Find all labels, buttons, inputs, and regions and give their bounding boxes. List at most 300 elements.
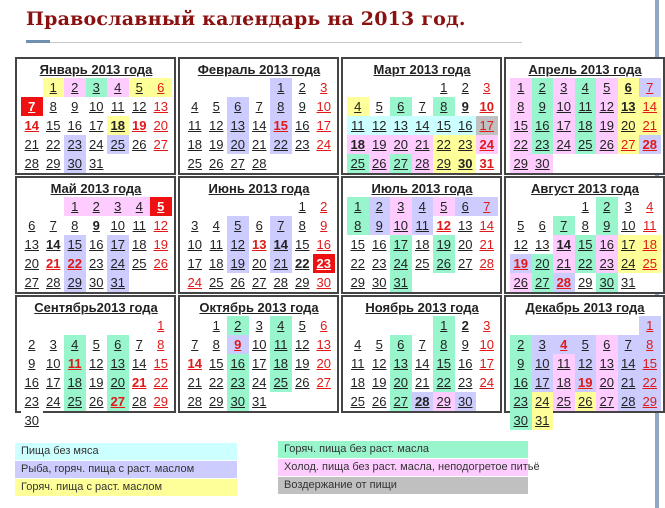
day-cell[interactable]: 27 (618, 135, 640, 154)
day-cell[interactable]: 26 (86, 392, 108, 411)
day-cell[interactable]: 20 (455, 235, 477, 254)
day-cell[interactable]: 23 (455, 373, 477, 392)
day-cell[interactable]: 7 (184, 335, 206, 354)
day-cell[interactable]: 1 (347, 197, 369, 216)
month-title[interactable]: Апрель 2013 года (528, 62, 642, 77)
day-cell[interactable]: 12 (227, 235, 249, 254)
day-cell[interactable]: 23 (455, 135, 477, 154)
day-cell[interactable]: 20 (150, 116, 172, 135)
day-cell[interactable]: 13 (390, 354, 412, 373)
day-cell[interactable]: 5 (510, 216, 532, 235)
day-cell[interactable]: 1 (639, 316, 661, 335)
day-cell[interactable]: 3 (43, 335, 65, 354)
day-cell[interactable]: 1 (575, 197, 597, 216)
day-cell[interactable]: 20 (390, 135, 412, 154)
day-cell[interactable]: 17 (184, 254, 206, 273)
day-cell[interactable]: 30 (64, 154, 86, 173)
day-cell[interactable]: 25 (553, 392, 575, 411)
day-cell[interactable]: 15 (510, 116, 532, 135)
day-cell[interactable]: 4 (553, 335, 575, 354)
day-cell[interactable]: 26 (369, 154, 391, 173)
day-cell[interactable]: 15 (150, 354, 172, 373)
day-cell[interactable]: 2 (21, 335, 43, 354)
day-cell[interactable]: 27 (532, 273, 554, 292)
day-cell[interactable]: 1 (292, 197, 314, 216)
day-cell[interactable]: 7 (553, 216, 575, 235)
day-cell[interactable]: 24 (618, 254, 640, 273)
day-cell[interactable]: 30 (227, 392, 249, 411)
day-cell[interactable]: 22 (510, 135, 532, 154)
day-cell[interactable]: 15 (270, 116, 292, 135)
month-title[interactable]: Март 2013 года (373, 62, 471, 77)
day-cell[interactable]: 20 (618, 116, 640, 135)
day-cell[interactable]: 9 (510, 354, 532, 373)
month-title[interactable]: Февраль 2013 года (197, 62, 321, 77)
day-cell[interactable]: 6 (150, 78, 172, 97)
day-cell[interactable]: 12 (510, 235, 532, 254)
day-cell[interactable]: 7 (476, 197, 498, 216)
day-cell[interactable]: 17 (476, 116, 498, 135)
day-cell[interactable]: 4 (206, 216, 228, 235)
day-cell[interactable]: 19 (227, 254, 249, 273)
day-cell[interactable]: 29 (43, 154, 65, 173)
day-cell[interactable]: 16 (596, 235, 618, 254)
day-cell[interactable]: 24 (107, 254, 129, 273)
day-cell[interactable]: 1 (433, 78, 455, 97)
day-cell[interactable]: 21 (249, 135, 271, 154)
day-cell[interactable]: 10 (107, 216, 129, 235)
day-cell[interactable]: 21 (476, 235, 498, 254)
day-cell[interactable]: 11 (270, 335, 292, 354)
day-cell[interactable]: 17 (553, 116, 575, 135)
day-cell[interactable]: 16 (510, 373, 532, 392)
day-cell[interactable]: 22 (347, 254, 369, 273)
day-cell[interactable]: 4 (412, 197, 434, 216)
day-cell[interactable]: 27 (150, 135, 172, 154)
day-cell[interactable]: 25 (347, 392, 369, 411)
day-cell[interactable]: 28 (476, 254, 498, 273)
day-cell[interactable]: 6 (21, 216, 43, 235)
day-cell[interactable]: 21 (412, 135, 434, 154)
day-cell[interactable]: 9 (64, 97, 86, 116)
day-cell[interactable]: 6 (227, 97, 249, 116)
day-cell[interactable]: 17 (390, 235, 412, 254)
day-cell[interactable]: 18 (184, 135, 206, 154)
day-cell[interactable]: 16 (64, 116, 86, 135)
day-cell[interactable]: 1 (433, 316, 455, 335)
day-cell[interactable]: 12 (433, 216, 455, 235)
day-cell[interactable]: 11 (553, 354, 575, 373)
month-title[interactable]: Сентябрь2013 года (34, 300, 158, 315)
day-cell[interactable]: 25 (575, 135, 597, 154)
day-cell[interactable]: 13 (21, 235, 43, 254)
day-cell[interactable]: 10 (390, 216, 412, 235)
day-cell[interactable]: 28 (249, 154, 271, 173)
day-cell[interactable]: 31 (107, 273, 129, 292)
day-cell[interactable]: 9 (292, 97, 314, 116)
day-cell[interactable]: 29 (639, 392, 661, 411)
day-cell[interactable]: 11 (639, 216, 661, 235)
day-cell[interactable]: 22 (64, 254, 86, 273)
day-cell[interactable]: 4 (129, 197, 151, 216)
day-cell[interactable]: 28 (618, 392, 640, 411)
day-cell[interactable]: 1 (206, 316, 228, 335)
day-cell[interactable]: 24 (390, 254, 412, 273)
day-cell[interactable]: 4 (184, 97, 206, 116)
day-cell[interactable]: 16 (86, 235, 108, 254)
day-cell[interactable]: 6 (596, 335, 618, 354)
day-cell[interactable]: 6 (390, 335, 412, 354)
day-cell[interactable]: 11 (184, 116, 206, 135)
day-cell[interactable]: 18 (575, 116, 597, 135)
day-cell[interactable]: 19 (206, 135, 228, 154)
day-cell[interactable]: 8 (292, 216, 314, 235)
day-cell[interactable]: 30 (455, 392, 477, 411)
day-cell[interactable]: 3 (553, 78, 575, 97)
day-cell[interactable]: 25 (639, 254, 661, 273)
day-cell[interactable]: 18 (129, 235, 151, 254)
day-cell[interactable]: 15 (433, 116, 455, 135)
month-title[interactable]: Июнь 2013 года (208, 181, 310, 196)
day-cell[interactable]: 19 (150, 235, 172, 254)
day-cell[interactable]: 11 (64, 354, 86, 373)
day-cell[interactable]: 27 (596, 392, 618, 411)
day-cell[interactable]: 8 (575, 216, 597, 235)
day-cell[interactable]: 17 (249, 354, 271, 373)
day-cell[interactable]: 28 (412, 154, 434, 173)
day-cell[interactable]: 27 (249, 273, 271, 292)
day-cell[interactable]: 26 (510, 273, 532, 292)
day-cell[interactable]: 13 (249, 235, 271, 254)
day-cell[interactable]: 2 (510, 335, 532, 354)
day-cell[interactable]: 11 (412, 216, 434, 235)
day-cell[interactable]: 25 (270, 373, 292, 392)
day-cell[interactable]: 28 (270, 273, 292, 292)
month-title[interactable]: Декабрь 2013 года (525, 300, 645, 315)
day-cell[interactable]: 18 (107, 116, 129, 135)
day-cell[interactable]: 29 (347, 273, 369, 292)
month-title[interactable]: Июль 2013 года (371, 181, 473, 196)
day-cell[interactable]: 17 (107, 235, 129, 254)
day-cell[interactable]: 10 (476, 97, 498, 116)
day-cell[interactable]: 5 (227, 216, 249, 235)
month-title[interactable]: Май 2013 года (50, 181, 142, 196)
day-cell[interactable]: 17 (86, 116, 108, 135)
day-cell[interactable]: 10 (553, 97, 575, 116)
day-cell[interactable]: 4 (639, 197, 661, 216)
day-cell[interactable]: 13 (107, 354, 129, 373)
day-cell[interactable]: 20 (532, 254, 554, 273)
day-cell[interactable]: 4 (270, 316, 292, 335)
day-cell[interactable]: 4 (64, 335, 86, 354)
day-cell[interactable]: 2 (313, 197, 335, 216)
day-cell[interactable]: 7 (412, 97, 434, 116)
day-cell[interactable]: 29 (510, 154, 532, 173)
day-cell[interactable]: 10 (476, 335, 498, 354)
day-cell[interactable]: 8 (433, 335, 455, 354)
day-cell[interactable]: 18 (639, 235, 661, 254)
day-cell[interactable]: 28 (43, 273, 65, 292)
day-cell[interactable]: 26 (575, 392, 597, 411)
day-cell[interactable]: 5 (292, 316, 314, 335)
day-cell[interactable]: 30 (86, 273, 108, 292)
day-cell[interactable]: 16 (21, 373, 43, 392)
day-cell[interactable]: 2 (532, 78, 554, 97)
day-cell[interactable]: 7 (43, 216, 65, 235)
day-cell[interactable]: 31 (618, 273, 640, 292)
day-cell[interactable]: 9 (532, 97, 554, 116)
day-cell[interactable]: 8 (270, 97, 292, 116)
day-cell[interactable]: 24 (532, 392, 554, 411)
day-cell[interactable]: 12 (292, 335, 314, 354)
day-cell[interactable]: 14 (618, 354, 640, 373)
day-cell[interactable]: 4 (347, 335, 369, 354)
day-cell[interactable]: 1 (270, 78, 292, 97)
day-cell[interactable]: 22 (150, 373, 172, 392)
day-cell[interactable]: 11 (347, 354, 369, 373)
day-cell[interactable]: 16 (313, 235, 335, 254)
day-cell[interactable]: 8 (510, 97, 532, 116)
day-cell[interactable]: 3 (618, 197, 640, 216)
day-cell[interactable]: 29 (292, 273, 314, 292)
day-cell[interactable]: 13 (455, 216, 477, 235)
day-cell[interactable]: 14 (129, 354, 151, 373)
day-cell[interactable]: 3 (86, 78, 108, 97)
day-cell[interactable]: 17 (618, 235, 640, 254)
day-cell[interactable]: 27 (21, 273, 43, 292)
day-cell[interactable]: 19 (575, 373, 597, 392)
day-cell[interactable]: 30 (532, 154, 554, 173)
day-cell[interactable]: 6 (107, 335, 129, 354)
day-cell[interactable]: 8 (433, 97, 455, 116)
day-cell[interactable]: 25 (64, 392, 86, 411)
day-cell[interactable]: 14 (476, 216, 498, 235)
day-cell[interactable]: 15 (292, 235, 314, 254)
day-cell[interactable]: 10 (86, 97, 108, 116)
day-cell[interactable]: 31 (532, 411, 554, 430)
day-cell[interactable]: 18 (553, 373, 575, 392)
day-cell[interactable]: 2 (227, 316, 249, 335)
day-cell[interactable]: 16 (292, 116, 314, 135)
day-cell[interactable]: 24 (249, 373, 271, 392)
day-cell[interactable]: 22 (270, 135, 292, 154)
day-cell[interactable]: 23 (510, 392, 532, 411)
day-cell[interactable]: 13 (618, 97, 640, 116)
day-cell[interactable]: 12 (150, 216, 172, 235)
day-cell[interactable]: 13 (596, 354, 618, 373)
day-cell[interactable]: 20 (107, 373, 129, 392)
day-cell[interactable]: 25 (107, 135, 129, 154)
day-cell[interactable]: 21 (21, 135, 43, 154)
day-cell[interactable]: 14 (270, 235, 292, 254)
day-cell[interactable]: 11 (206, 235, 228, 254)
day-cell[interactable]: 12 (369, 116, 391, 135)
day-cell[interactable]: 6 (618, 78, 640, 97)
day-cell[interactable]: 15 (639, 354, 661, 373)
day-cell[interactable]: 16 (532, 116, 554, 135)
day-cell[interactable]: 23 (313, 254, 335, 273)
day-cell[interactable]: 20 (596, 373, 618, 392)
day-cell[interactable]: 26 (292, 373, 314, 392)
day-cell[interactable]: 2 (292, 78, 314, 97)
day-cell[interactable]: 13 (313, 335, 335, 354)
day-cell[interactable]: 21 (184, 373, 206, 392)
day-cell[interactable]: 6 (532, 216, 554, 235)
day-cell[interactable]: 31 (476, 154, 498, 173)
day-cell[interactable]: 28 (412, 392, 434, 411)
day-cell[interactable]: 18 (412, 235, 434, 254)
day-cell[interactable]: 24 (553, 135, 575, 154)
day-cell[interactable]: 5 (150, 197, 172, 216)
day-cell[interactable]: 13 (532, 235, 554, 254)
day-cell[interactable]: 30 (21, 411, 43, 430)
day-cell[interactable]: 5 (369, 97, 391, 116)
day-cell[interactable]: 5 (369, 335, 391, 354)
day-cell[interactable]: 21 (43, 254, 65, 273)
day-cell[interactable]: 7 (618, 335, 640, 354)
day-cell[interactable]: 30 (369, 273, 391, 292)
day-cell[interactable]: 7 (129, 335, 151, 354)
day-cell[interactable]: 26 (369, 392, 391, 411)
day-cell[interactable]: 2 (369, 197, 391, 216)
day-cell[interactable]: 15 (347, 235, 369, 254)
day-cell[interactable]: 13 (227, 116, 249, 135)
day-cell[interactable]: 5 (129, 78, 151, 97)
day-cell[interactable]: 5 (433, 197, 455, 216)
day-cell[interactable]: 19 (433, 235, 455, 254)
day-cell[interactable]: 28 (129, 392, 151, 411)
day-cell[interactable]: 26 (227, 273, 249, 292)
day-cell[interactable]: 10 (249, 335, 271, 354)
day-cell[interactable]: 20 (390, 373, 412, 392)
day-cell[interactable]: 27 (390, 392, 412, 411)
day-cell[interactable]: 15 (206, 354, 228, 373)
day-cell[interactable]: 22 (43, 135, 65, 154)
day-cell[interactable]: 9 (455, 97, 477, 116)
day-cell[interactable]: 21 (412, 373, 434, 392)
day-cell[interactable]: 29 (575, 273, 597, 292)
day-cell[interactable]: 12 (575, 354, 597, 373)
day-cell[interactable]: 25 (412, 254, 434, 273)
day-cell[interactable]: 11 (107, 97, 129, 116)
day-cell[interactable]: 23 (369, 254, 391, 273)
day-cell[interactable]: 21 (639, 116, 661, 135)
day-cell[interactable]: 28 (553, 273, 575, 292)
day-cell[interactable]: 28 (639, 135, 661, 154)
month-title[interactable]: Январь 2013 года (39, 62, 153, 77)
day-cell[interactable]: 7 (639, 78, 661, 97)
day-cell[interactable]: 26 (206, 154, 228, 173)
day-cell[interactable]: 18 (206, 254, 228, 273)
day-cell[interactable]: 19 (369, 135, 391, 154)
day-cell[interactable]: 2 (64, 78, 86, 97)
day-cell[interactable]: 8 (347, 216, 369, 235)
day-cell[interactable]: 14 (639, 97, 661, 116)
day-cell[interactable]: 7 (249, 97, 271, 116)
day-cell[interactable]: 8 (64, 216, 86, 235)
day-cell[interactable]: 22 (433, 373, 455, 392)
day-cell[interactable]: 14 (249, 116, 271, 135)
day-cell[interactable]: 9 (227, 335, 249, 354)
day-cell[interactable]: 29 (64, 273, 86, 292)
day-cell[interactable]: 21 (553, 254, 575, 273)
day-cell[interactable]: 20 (21, 254, 43, 273)
day-cell[interactable]: 17 (532, 373, 554, 392)
day-cell[interactable]: 11 (575, 97, 597, 116)
day-cell[interactable]: 14 (184, 354, 206, 373)
day-cell[interactable]: 14 (553, 235, 575, 254)
day-cell[interactable]: 10 (43, 354, 65, 373)
day-cell[interactable]: 23 (64, 135, 86, 154)
day-cell[interactable]: 23 (227, 373, 249, 392)
day-cell[interactable]: 31 (390, 273, 412, 292)
day-cell[interactable]: 30 (510, 411, 532, 430)
day-cell[interactable]: 13 (390, 116, 412, 135)
day-cell[interactable]: 20 (227, 135, 249, 154)
day-cell[interactable]: 2 (455, 316, 477, 335)
day-cell[interactable]: 22 (292, 254, 314, 273)
day-cell[interactable]: 5 (596, 78, 618, 97)
day-cell[interactable]: 20 (249, 254, 271, 273)
day-cell[interactable]: 15 (43, 116, 65, 135)
day-cell[interactable]: 27 (313, 373, 335, 392)
day-cell[interactable]: 28 (21, 154, 43, 173)
day-cell[interactable]: 3 (249, 316, 271, 335)
day-cell[interactable]: 12 (596, 97, 618, 116)
day-cell[interactable]: 2 (455, 78, 477, 97)
day-cell[interactable]: 16 (455, 354, 477, 373)
day-cell[interactable]: 23 (21, 392, 43, 411)
day-cell[interactable]: 25 (184, 154, 206, 173)
day-cell[interactable]: 22 (433, 135, 455, 154)
day-cell[interactable]: 18 (270, 354, 292, 373)
day-cell[interactable]: 16 (455, 116, 477, 135)
day-cell[interactable]: 29 (206, 392, 228, 411)
day-cell[interactable]: 19 (86, 373, 108, 392)
day-cell[interactable]: 3 (107, 197, 129, 216)
month-title[interactable]: Август 2013 года (531, 181, 639, 196)
day-cell[interactable]: 18 (347, 373, 369, 392)
day-cell[interactable]: 5 (206, 97, 228, 116)
day-cell[interactable]: 9 (86, 216, 108, 235)
day-cell[interactable]: 12 (129, 97, 151, 116)
day-cell[interactable]: 6 (249, 216, 271, 235)
day-cell[interactable]: 9 (596, 216, 618, 235)
day-cell[interactable]: 29 (150, 392, 172, 411)
day-cell[interactable]: 17 (476, 354, 498, 373)
day-cell[interactable]: 21 (618, 373, 640, 392)
day-cell[interactable]: 3 (532, 335, 554, 354)
day-cell[interactable]: 14 (21, 116, 43, 135)
day-cell[interactable]: 24 (184, 273, 206, 292)
day-cell[interactable]: 4 (575, 78, 597, 97)
day-cell[interactable]: 1 (150, 316, 172, 335)
day-cell[interactable]: 7 (412, 335, 434, 354)
day-cell[interactable]: 8 (43, 97, 65, 116)
day-cell[interactable]: 8 (150, 335, 172, 354)
day-cell[interactable]: 19 (369, 373, 391, 392)
day-cell[interactable]: 28 (184, 392, 206, 411)
day-cell[interactable]: 2 (86, 197, 108, 216)
day-cell[interactable]: 19 (292, 354, 314, 373)
day-cell[interactable]: 1 (43, 78, 65, 97)
day-cell[interactable]: 1 (510, 78, 532, 97)
day-cell[interactable]: 21 (129, 373, 151, 392)
day-cell[interactable]: 6 (390, 97, 412, 116)
day-cell[interactable]: 27 (107, 392, 129, 411)
day-cell[interactable]: 12 (206, 116, 228, 135)
day-cell[interactable]: 9 (21, 354, 43, 373)
